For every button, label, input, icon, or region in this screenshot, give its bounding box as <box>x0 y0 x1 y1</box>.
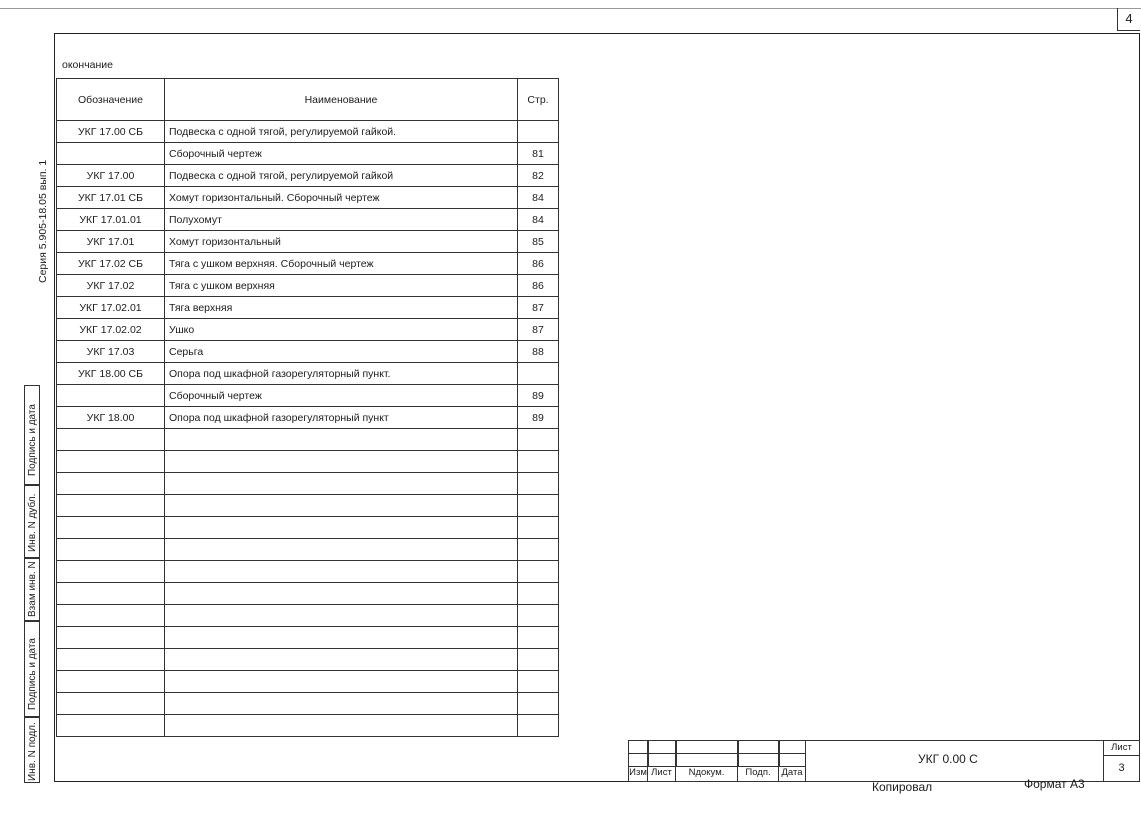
side-label-signature-date-1: Подпись и дата <box>27 404 38 476</box>
cell-page <box>518 429 559 451</box>
cell-name: Хомут горизонтальный. Сборочный чертеж <box>165 187 518 209</box>
side-label-orig-inv: Инв. N подл. <box>27 722 38 781</box>
stamp-header-sign: Подп. <box>745 767 771 778</box>
cell-designation <box>57 693 165 715</box>
stamp-vline-1 <box>647 740 649 767</box>
cell-name <box>165 451 518 473</box>
series-label: Серия 5.905-18.05 вып. 1 <box>37 159 49 283</box>
cell-page <box>518 451 559 473</box>
stamp-sheet-number-box <box>1103 755 1140 782</box>
cell-name <box>165 649 518 671</box>
header-designation: Обозначение <box>57 79 165 121</box>
table-row <box>57 121 559 143</box>
cell-page: 81 <box>518 143 559 165</box>
cell-page <box>518 715 559 737</box>
table-row <box>57 671 559 693</box>
cell-designation: УКГ 17.02 СБ <box>57 253 165 275</box>
stamp-col-sign <box>737 766 779 782</box>
cell-designation <box>57 143 165 165</box>
table-row <box>57 451 559 473</box>
cell-page <box>518 693 559 715</box>
cell-name <box>165 627 518 649</box>
document-designation: УКГ 0.00 С <box>918 752 978 766</box>
cell-name <box>165 561 518 583</box>
cell-page: 89 <box>518 385 559 407</box>
stamp-col-date <box>778 766 806 782</box>
cell-name: Сборочный чертеж <box>165 385 518 407</box>
table-row <box>57 693 559 715</box>
cell-name: Хомут горизонтальный <box>165 231 518 253</box>
stamp-col-izm <box>628 766 648 782</box>
side-label-dup-inv: Инв. N дубл. <box>27 493 38 552</box>
cell-designation <box>57 649 165 671</box>
table-header-row <box>57 79 559 121</box>
specification-table <box>56 78 559 737</box>
stamp-header-list: Лист <box>651 767 672 778</box>
stamp-vline-4 <box>778 740 780 767</box>
header-page: Стр. <box>518 79 559 121</box>
cell-designation <box>57 605 165 627</box>
cell-page <box>518 671 559 693</box>
cell-page: 87 <box>518 297 559 319</box>
table-row <box>57 583 559 605</box>
table-row <box>57 627 559 649</box>
table-row <box>57 341 559 363</box>
table-caption: окончание <box>62 59 114 71</box>
cell-designation <box>57 385 165 407</box>
cell-name <box>165 671 518 693</box>
cell-designation <box>57 627 165 649</box>
cell-designation <box>57 495 165 517</box>
cell-designation <box>57 583 165 605</box>
cell-designation: УКГ 18.00 <box>57 407 165 429</box>
stamp-sheet-label: Лист <box>1111 742 1132 753</box>
stamp-vline-3 <box>737 740 739 767</box>
stamp-header-doc: Nдокум. <box>688 767 725 778</box>
cell-designation: УКГ 17.01 <box>57 231 165 253</box>
cell-page <box>518 363 559 385</box>
cell-name <box>165 429 518 451</box>
cell-page <box>518 539 559 561</box>
cell-designation <box>57 561 165 583</box>
cell-page: 85 <box>518 231 559 253</box>
cell-page: 84 <box>518 187 559 209</box>
cell-name: Серьга <box>165 341 518 363</box>
cell-page: 86 <box>518 275 559 297</box>
cell-name <box>165 605 518 627</box>
cell-designation: УКГ 17.01.01 <box>57 209 165 231</box>
table-row <box>57 209 559 231</box>
table-row <box>57 165 559 187</box>
cell-designation <box>57 539 165 561</box>
stamp-header-izm: Изм <box>629 767 647 778</box>
cell-name: Полухомут <box>165 209 518 231</box>
stamp-header-date: Дата <box>781 767 803 778</box>
cell-page: 86 <box>518 253 559 275</box>
cell-designation <box>57 517 165 539</box>
table-row <box>57 187 559 209</box>
cell-page <box>518 583 559 605</box>
cell-page <box>518 627 559 649</box>
table-row <box>57 385 559 407</box>
cell-designation <box>57 451 165 473</box>
cell-name <box>165 495 518 517</box>
cell-name: Подвеска с одной тягой, регулируемой гайкой. <box>165 121 518 143</box>
cell-name <box>165 715 518 737</box>
cell-designation: УКГ 17.02.02 <box>57 319 165 341</box>
cell-page <box>518 121 559 143</box>
cell-designation: УКГ 17.00 <box>57 165 165 187</box>
table-row <box>57 143 559 165</box>
cell-name <box>165 539 518 561</box>
stamp-col-list <box>647 766 676 782</box>
cell-name: Ушко <box>165 319 518 341</box>
table-row <box>57 429 559 451</box>
table-row <box>57 297 559 319</box>
cell-designation: УКГ 17.02 <box>57 275 165 297</box>
cell-designation: УКГ 17.00 СБ <box>57 121 165 143</box>
table-row <box>57 561 559 583</box>
stamp-vline-2 <box>675 740 677 767</box>
side-label-replace-inv: Взам инв. N <box>27 561 38 617</box>
cell-name: Опора под шкафной газорегуляторный пункт. <box>165 363 518 385</box>
table-row <box>57 495 559 517</box>
cell-page <box>518 561 559 583</box>
table-row <box>57 605 559 627</box>
cell-name: Тяга с ушком верхняя <box>165 275 518 297</box>
cell-designation: УКГ 18.00 СБ <box>57 363 165 385</box>
cell-designation <box>57 429 165 451</box>
format-label: Формат А3 <box>1024 777 1085 791</box>
cell-name: Опора под шкафной газорегуляторный пункт <box>165 407 518 429</box>
cell-page <box>518 649 559 671</box>
cell-name: Сборочный чертеж <box>165 143 518 165</box>
cell-name <box>165 473 518 495</box>
cell-name <box>165 693 518 715</box>
cell-name: Тяга верхняя <box>165 297 518 319</box>
cell-page: 87 <box>518 319 559 341</box>
table-row <box>57 275 559 297</box>
copied-label: Копировал <box>872 780 933 794</box>
cell-name: Подвеска с одной тягой, регулируемой гайкой <box>165 165 518 187</box>
cell-name <box>165 583 518 605</box>
cell-designation: УКГ 17.02.01 <box>57 297 165 319</box>
table-row <box>57 407 559 429</box>
table-row <box>57 649 559 671</box>
table-row <box>57 319 559 341</box>
cell-designation: УКГ 17.03 <box>57 341 165 363</box>
side-label-signature-date-2: Подпись и дата <box>27 638 38 710</box>
cell-page <box>518 605 559 627</box>
outer-border-top <box>0 8 1141 9</box>
stamp-sheet-number: 3 <box>1118 762 1125 774</box>
cell-designation <box>57 715 165 737</box>
cell-page: 82 <box>518 165 559 187</box>
cell-designation <box>57 671 165 693</box>
table-row <box>57 363 559 385</box>
cell-page: 88 <box>518 341 559 363</box>
sheet-corner-number: 4 <box>1117 8 1140 31</box>
stamp-sheet-label-box <box>1103 740 1140 756</box>
cell-name <box>165 517 518 539</box>
cell-page <box>518 517 559 539</box>
table-row <box>57 517 559 539</box>
cell-designation <box>57 473 165 495</box>
cell-name: Тяга с ушком верхняя. Сборочный чертеж <box>165 253 518 275</box>
table-row <box>57 253 559 275</box>
table-row <box>57 539 559 561</box>
header-name: Наименование <box>165 79 518 121</box>
table-row <box>57 473 559 495</box>
stamp-col-doc <box>675 766 738 782</box>
title-block <box>628 740 1140 782</box>
cell-page <box>518 495 559 517</box>
cell-page: 84 <box>518 209 559 231</box>
cell-page <box>518 473 559 495</box>
cell-designation: УКГ 17.01 СБ <box>57 187 165 209</box>
table-row <box>57 231 559 253</box>
cell-page: 89 <box>518 407 559 429</box>
table-row <box>57 715 559 737</box>
